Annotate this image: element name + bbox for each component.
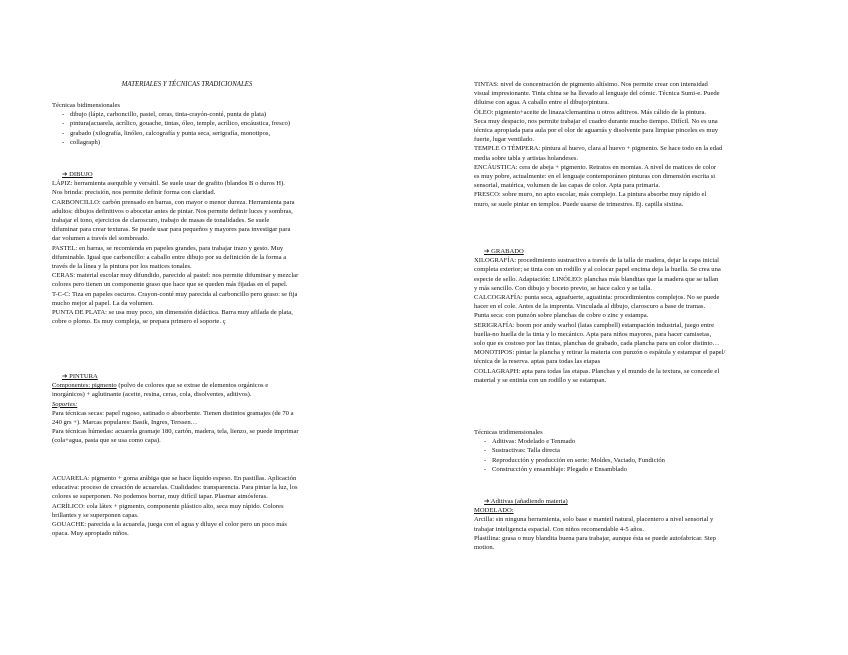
text-line: adultos: dibujos definitivos o abocetar antes de pintar. Nos permite definir luces y sombras,: [52, 207, 293, 215]
soportes-label: Soportes:: [52, 400, 78, 408]
text-line: Arcilla: sin ninguna herramienta, solo base e manteil natural, placentero a nivel sensorial y: [474, 516, 714, 524]
text-line: PASTEL: en barras, se recomienda en papeles grandes, para trabajar trazo y gesto. Muy: [52, 244, 284, 252]
text-line: T-C-C: Tiza en papeles oscuros. Crayon-conté muy parecida al carboncillo pero graso: se fija: [52, 290, 298, 298]
text-line: SERIGRAFÍA: boom por andy warhol (latas campbell) estampación industrial, juego entre: [474, 321, 715, 329]
text-line: CARBONCILLO: carbón prensado en barras, con mayor o menor dureza. Herramienta para: [52, 198, 295, 206]
text-line: difuminable. Igual que carboncillo: a caballo entre dibujo por su definición de la forma a: [52, 253, 287, 261]
componentes-text: (polvo de colores que se extrae de elementos orgánicos e: [116, 382, 269, 390]
text-line: motion.: [474, 544, 495, 552]
text-line: Plastilina: grasa o muy blandita buena para trabajar, aunque ésta se puede autofabricar. Step: [474, 534, 716, 542]
componentes-pigmento: pigmento: [90, 382, 117, 390]
text-line: MONOTIPOS: pintar la plancha y retirar la materia con punzón o espátula y estampar el papel/: [474, 349, 726, 357]
list-item: - Reproducción y producción en serie: Moldes, Vaciado, Fundición: [474, 456, 792, 465]
text-line: brillantes y se superponen capas.: [52, 511, 139, 519]
text-line: técnica de la reserva. aptas para todas las etapas: [474, 358, 601, 366]
list-item: - Sustractivas: Talla directa: [474, 446, 792, 455]
tecnicas-pintura: [52, 474, 374, 538]
text-line: CERAS: material escolar muy difundido, parecido al pastel: nos permite difuminar y mezclar: [52, 272, 299, 280]
text-line: diluirse con agua. A caballo entre el dibujo/pintura.: [474, 99, 609, 107]
text-line: través de la línea y la pintura por los matices tonales.: [52, 263, 192, 271]
text-line: inorgánicos) + aglutinante (aceite, resina, ceras, cola, disolventes, aditivos).: [52, 391, 252, 399]
text-line: PUNTA DE PLATA: se usa muy poco, sin dimensión didáctica. Barra muy afilada de plata,: [52, 309, 293, 317]
text-line: CALCOGRAFÍA: punta seca, aguafuerte, aguatinta: procedimientos complejos. No se puede: [474, 294, 720, 302]
text-line: ÓLEO: pigmento+aceite de linaza/clemantina u otros aditivos. Más cálido de la pintura.: [474, 108, 707, 116]
text-line: ACUARELA: pigmento + goma arábiga que se hace líquido espeso. En pastillas. Aplicación: [52, 475, 297, 482]
text-line: trabajar inteligencia espacial. Con niños recomendable 4-5 años.: [474, 525, 645, 533]
text-line: difuminar para crear texturas. Se puede usar para pequeños y mayores para investigar para: [52, 226, 291, 234]
text-line: LÁPIZ: herramienta asequible y versátil. Se suele usar de grafito (blandos B o duros H).: [52, 180, 285, 188]
text-line: ENCÁUSTICA: cera de abeja + pigmento. Retratos en momias. A nivel de matices de color: [474, 163, 717, 171]
list-item: - dibujo (lápiz, carboncillo, pastel, ceras, tinta-crayón-conté, punta de plata): [52, 110, 374, 119]
text-line: y más sencillo. Con dibujo y boceto previo, se hace calco y se talla.: [474, 284, 652, 292]
list-item: - Construcción y ensamblaje: Plegado e Ensamblado: [474, 465, 792, 474]
text-line: completa exterior; se tinta con un rodillo y al colocar papel encima deja la huella. Se crea una: [474, 266, 721, 274]
text-line: Nos brinda: precisión, nos permite definir forma con claridad.: [52, 189, 216, 197]
bidimensional-heading: Técnicas bidimensionales: [52, 102, 120, 109]
document-title: MATERIALES Y TÉCNICAS TRADICIONALES: [121, 81, 253, 88]
text-line: Para técnicas secas: papel rugoso, satinado o absorbente. Tienen distintos gramajes (de 70 a: [52, 409, 294, 417]
text-line: muro, se suele pintar en templos. Puede usarse de trimestres. Ej. capilla sixtina.: [474, 200, 684, 208]
text-line: fuerte, lugar ventilado.: [474, 136, 535, 144]
modelado-label: MODELADO:: [474, 507, 514, 515]
text-line: solo que es costoso por las tintas, planchas de grabado, cada plancha para un color distinto…: [474, 340, 720, 348]
grabado-heading: ➔ GRABADO: [484, 248, 524, 255]
text-line: técnica apropiada para aula por el olor de aguarrás y disolvente para limpiar pinceles es muy: [474, 127, 719, 135]
text-line: mucho mejor al papel. La da volumen.: [52, 299, 154, 307]
text-line: FRESCO: sobre muro, no apto escolar, más complejo. La pintura absorbe muy rápido el: [474, 191, 707, 199]
text-line: dar volumen a través del sombreado.: [52, 235, 150, 243]
pintura-heading: ➔ PINTURA: [62, 373, 98, 380]
aditivas-heading: ➔ Aditivas (añadiendo materia): [484, 498, 568, 505]
list-item: - collagraph): [52, 138, 374, 147]
bidimensional-section: [52, 101, 374, 147]
text-line: 240 grs +). Marcas populares: Basik, Ingres, Terssen…: [52, 419, 198, 427]
aditivas-section: [474, 497, 792, 552]
text-line: opaca. Muy apropiado niños.: [52, 530, 129, 538]
text-line: Seca muy despacio, nos permite trabajar el cuadro durante mucho tiempo. Difícil. No es una: [474, 117, 718, 125]
text-line: COLLAGRAPH: apta para todas las etapas. Planchas y el mundo de la textura, se concede el: [474, 367, 720, 375]
componentes-label: Componentes:: [52, 382, 91, 390]
text-line: (cola+agua, pasta que se usa como capa).: [52, 437, 161, 445]
list-item: - pintura(acuarela, acrílico, gouache, tintas, óleo, temple, acrílico, encáustica, fresco): [52, 119, 374, 128]
pintura-continuacion: [474, 80, 792, 209]
text-line: ACRÍLICO: cola látex + pigmento, componente plástico alto, seca muy rápido. Colores: [52, 502, 284, 510]
tridimensional-section: [474, 428, 792, 474]
dibujo-heading: ➔ DIBUJO: [62, 171, 93, 178]
componentes-line: [52, 381, 374, 390]
bidimensional-list: [52, 110, 374, 147]
text-line: material y se entinta con un rodillo y se estampan.: [474, 376, 607, 384]
text-line: XILOGRAFÍA: procedimiento sustractivo a través de la talla de madera, dejar la capa inicial: [474, 257, 719, 265]
text-line: colores se superponen. No podemos borrar, muy difícil tapar. Plasmar atmósferas.: [52, 493, 268, 501]
text-line: GOUACHE: parecida a la acuarela, juega con el agua y diluye el color pero un poco más: [52, 521, 287, 529]
dibujo-section: [52, 170, 374, 326]
tridimensional-heading: Técnicas tridimensionales: [474, 429, 543, 436]
text-line: trabajar el tono, ejercicios de claroscuro, trabajo de masas de tonalidades. Se suele: [52, 217, 270, 225]
text-line: sensorial, matérica, volumen de las capas de color. Apta para primaria.: [474, 182, 661, 190]
text-line: especie de sello. Adaptación: LINÓLEO: planchas más blanditas que la madera que se tallan: [474, 275, 719, 283]
text-line: huella-no huella de la tinta y lo mecánico. Apta para niños mayores, para hacer camisetas,: [474, 330, 712, 338]
text-line: visual impresionante. Tinta china se ha llevado al lenguaje del cómic. Técnica Sumi-e. Puede: [474, 90, 720, 98]
grabado-section: [474, 247, 792, 385]
text-line: cobre o plomo. Es muy compleja, se prepara primero el soporte. ç: [52, 318, 226, 326]
text-line: hacer en el cole. Antes de la imprenta. Vinculada al dibujo, claroscuro a base de tramas.: [474, 303, 706, 311]
tridimensional-list: [474, 437, 792, 474]
pintura-section: [52, 372, 374, 446]
text-line: es muy pobre, actualmente: en el lenguaje contemporáneo pinturas con dimensión escrita si: [474, 173, 716, 181]
text-line: colores pero tienen un componente graso que hace que se queden más fijadas en el papel.: [52, 281, 288, 289]
text-line: Punta seca: con punzón sobre planchas de cobre o zinc y estampa.: [474, 312, 649, 320]
list-item: - grabado (xilografía, linóleo, calcografía y punta seca, serigrafía, monotipos,: [52, 129, 374, 138]
list-item: - Aditivas: Modelado e Tenmado: [474, 437, 792, 446]
text-line: Para técnicas húmedas: acuarela gramaje 180, cartón, madera, tela, lienzo, se puede imprimar: [52, 428, 299, 436]
text-line: TEMPLE O TÉMPERA: pintura al huevo, clara al huevo + pigmento. Se hace todo en la edad: [474, 145, 723, 153]
text-line: media sobre tabla y artistas holandeses.: [474, 154, 579, 162]
text-line: educativa: proceso de creación de acuarelas. Cualidades: transparencia. Para pintar la luz, los: [52, 484, 298, 492]
text-line: TINTAS: nivel de concentración de pigmento altísimo. Nos permite crear con intensidad: [474, 81, 708, 88]
